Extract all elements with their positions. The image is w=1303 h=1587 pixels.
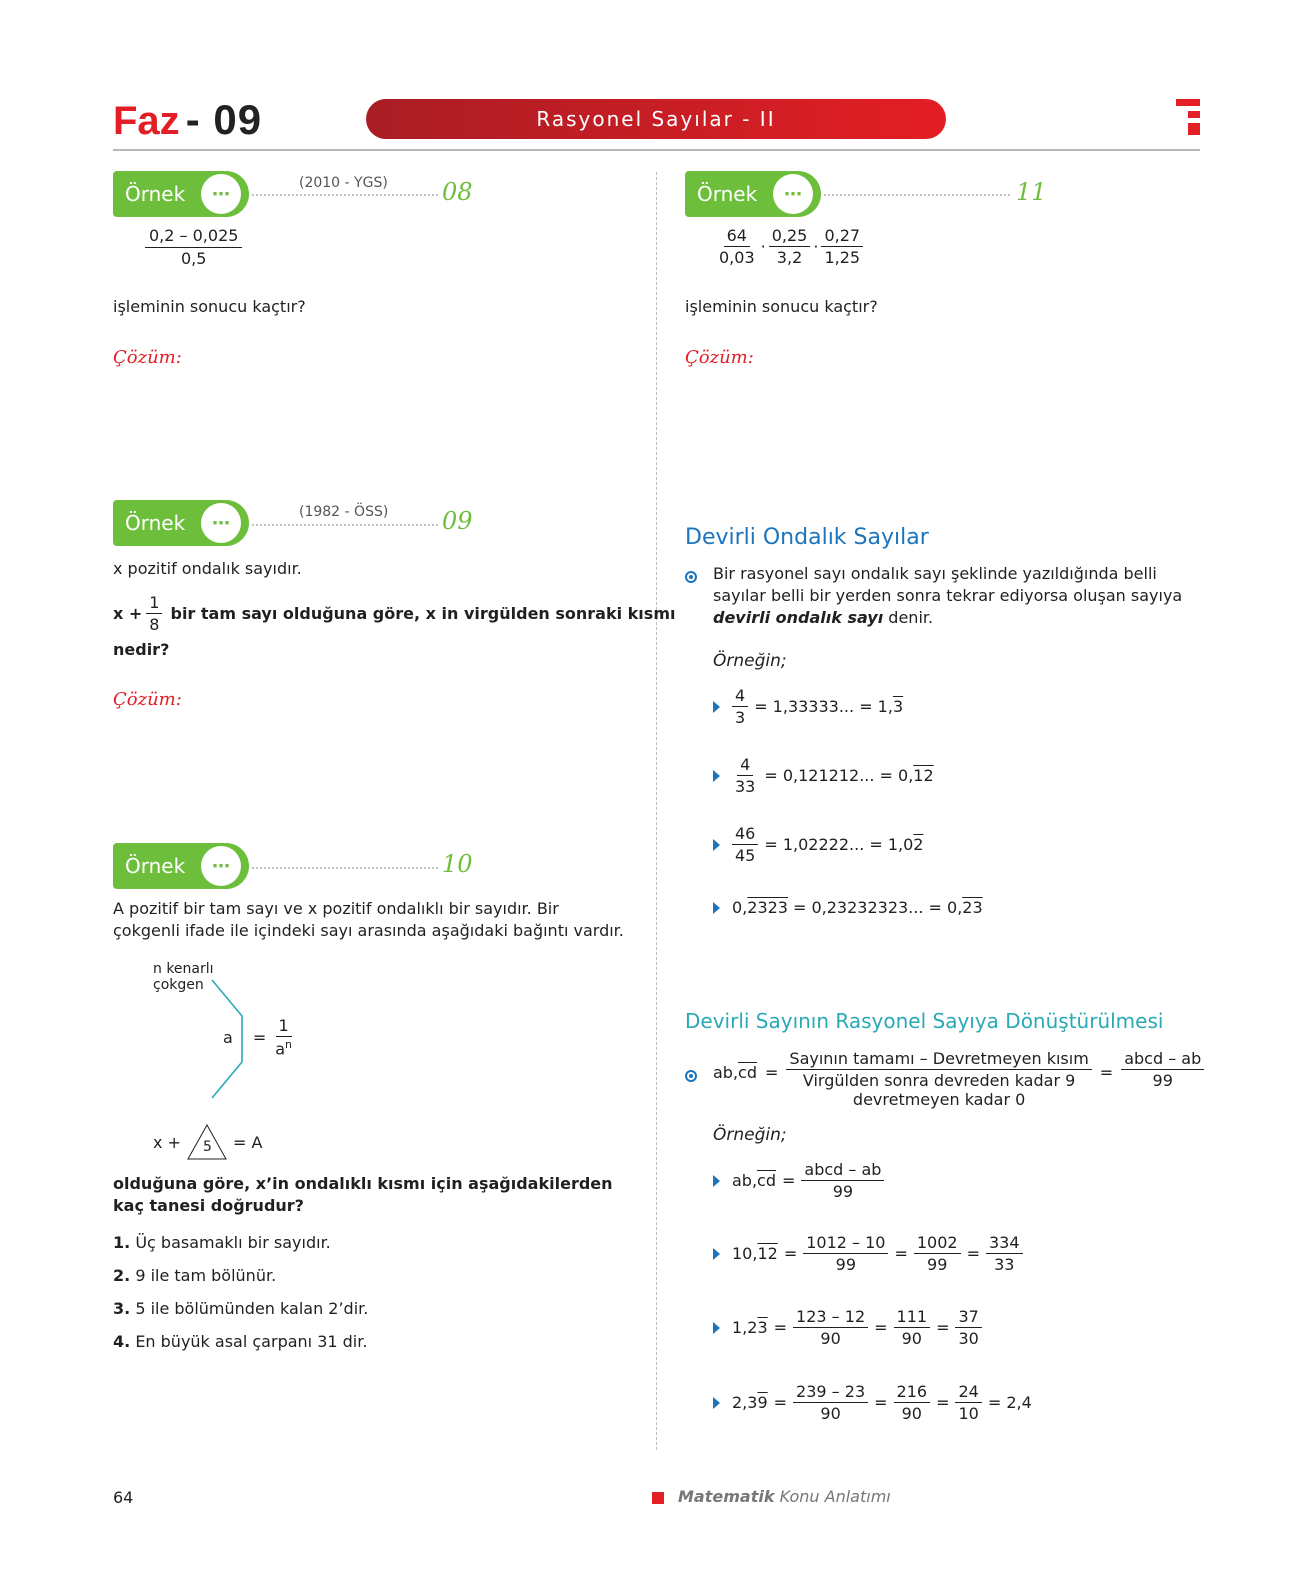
numerator: Sayının tamamı – Devretmeyen kısım xyxy=(786,1049,1091,1070)
numerator: 4 xyxy=(737,755,753,776)
denominator: 10 xyxy=(958,1404,979,1424)
example-label: Örnek xyxy=(125,511,186,535)
question-text: A pozitif bir tam sayı ve x pozitif ondalıklı bir sayıdır. Bir çokgenli ifade ile içindeki sayı arasında aşağıdaki bağıntı vardır. xyxy=(113,899,624,940)
repeating-digits: 3 xyxy=(757,1318,768,1338)
question-source: (2010 - YGS) xyxy=(299,175,388,191)
item-text: 5 ile bölümünden kalan 2’dir. xyxy=(135,1299,369,1318)
denominator-line: devretmeyen kadar 0 xyxy=(852,1090,1026,1110)
triangle-equation xyxy=(153,1124,262,1160)
list-item xyxy=(113,1233,368,1266)
equals-sign: = xyxy=(874,1318,888,1338)
denominator: 3 xyxy=(735,708,746,728)
base: a xyxy=(275,1039,286,1059)
list-item xyxy=(113,1332,368,1365)
column-divider xyxy=(656,172,657,1450)
repeating-digits: 12 xyxy=(913,766,934,786)
brand-mark-icon xyxy=(1176,99,1200,137)
footer-brand-bold: Matematik xyxy=(678,1487,775,1506)
definition-term: devirli ondalık sayı xyxy=(713,608,884,627)
numerator: 64 xyxy=(724,226,750,247)
fraction xyxy=(894,1307,931,1348)
denominator xyxy=(800,1070,1078,1109)
polygon-var: a xyxy=(223,1027,233,1047)
equals-sign: = xyxy=(783,1244,798,1264)
eq-suffix: = A xyxy=(232,1132,263,1152)
question-text: işleminin sonucu kaçtır? xyxy=(113,297,306,316)
equals-sign: = xyxy=(894,1244,908,1264)
denominator: 45 xyxy=(735,846,756,866)
example-badge-10 xyxy=(113,843,249,889)
fraction xyxy=(801,1160,884,1201)
numerator: abcd – ab xyxy=(1121,1049,1204,1070)
formula-lhs xyxy=(713,1049,757,1082)
repeating-digits: 3 xyxy=(892,697,904,717)
denominator: 1,25 xyxy=(824,248,861,268)
numerator: 46 xyxy=(732,824,758,845)
numerator: 0,2 – 0,025 xyxy=(145,226,242,248)
triangle-icon xyxy=(187,1124,227,1160)
repeating-digits: 23 xyxy=(962,898,983,917)
polygon-label xyxy=(153,961,214,993)
example-value: = 0,121212... = 0, xyxy=(764,766,914,786)
numerator: 1002 xyxy=(914,1233,961,1254)
question-source: (1982 - ÖSS) xyxy=(299,504,389,520)
repeating-digits: 2 xyxy=(913,835,924,855)
equals-sign: = xyxy=(1099,1063,1114,1082)
triangle-bullet-icon xyxy=(713,1248,720,1260)
example-row xyxy=(713,898,983,917)
question-text: olduğuna göre, x’in ondalıklı kısmı için aşağıdakilerden kaç tanesi doğrudur? xyxy=(113,1174,613,1215)
equals-sign: = xyxy=(773,1393,788,1413)
example-row xyxy=(713,824,923,865)
repeating-digits: 9 xyxy=(757,1393,768,1413)
numerator: 1 xyxy=(276,1016,292,1037)
example-row xyxy=(713,1160,884,1201)
example-lhs: 10, xyxy=(732,1244,758,1264)
target-bullet-icon xyxy=(685,1049,713,1086)
question-text: işleminin sonucu kaçtır? xyxy=(685,297,878,316)
numerator: 0,25 xyxy=(769,226,811,247)
question-number: 11 xyxy=(1016,178,1047,206)
item-text: Üç basamaklı bir sayıdır. xyxy=(135,1233,331,1252)
logo-word: Faz xyxy=(113,99,180,143)
example-lhs: ab, xyxy=(732,1171,758,1191)
definition xyxy=(685,563,1200,629)
page-number: 64 xyxy=(113,1488,134,1507)
fraction xyxy=(732,755,758,796)
definition-end: denir. xyxy=(888,608,934,627)
chapter-title: Rasyonel Sayılar - II xyxy=(366,99,946,139)
logo-number: - 09 xyxy=(185,96,263,143)
question-text: x pozitif ondalık sayıdır. xyxy=(113,559,302,578)
denominator: 90 xyxy=(901,1404,922,1424)
example-label: Örnek xyxy=(125,182,186,206)
denominator-line: Virgülden sonra devreden kadar 9 xyxy=(802,1071,1076,1091)
polygon-relation xyxy=(223,1016,295,1059)
denominator xyxy=(272,1037,295,1059)
fraction xyxy=(955,1307,981,1348)
item-number: 1. xyxy=(113,1233,131,1252)
item-text: En büyük asal çarpanı 31 dir. xyxy=(135,1332,368,1351)
fraction xyxy=(732,824,758,865)
denominator: 8 xyxy=(149,615,160,635)
example-row xyxy=(713,755,934,796)
numerator: 334 xyxy=(986,1233,1023,1254)
example-row xyxy=(713,1233,1023,1274)
denominator: 30 xyxy=(958,1329,979,1349)
denominator: 99 xyxy=(1152,1071,1173,1091)
product-expression xyxy=(716,226,863,267)
example-label: Örneğin; xyxy=(713,1125,787,1145)
repeating-digits: 2323 xyxy=(747,898,788,917)
numerator: 4 xyxy=(732,686,748,707)
question-text: bir tam sayı olduğuna göre, x in virgülden sonraki kısmı xyxy=(170,604,676,624)
fraction xyxy=(272,1016,295,1059)
equals-sign: = xyxy=(765,1063,779,1082)
statement-list xyxy=(113,1233,368,1365)
fraction xyxy=(732,686,748,727)
question-number: 10 xyxy=(442,850,473,878)
equals-sign: = xyxy=(773,1318,788,1338)
section-heading: Devirli Ondalık Sayılar xyxy=(685,525,929,550)
triangle-bullet-icon xyxy=(713,902,720,914)
denominator: 0,5 xyxy=(180,249,207,269)
equals-sign: = xyxy=(252,1027,267,1047)
definition-body: Bir rasyonel sayı ondalık sayı şeklinde yazıldığında belli sayılar belli bir yerden sonra tekrar ediyorsa oluşan sayıya xyxy=(713,564,1183,605)
footer-square-icon xyxy=(652,1492,664,1504)
definition-text xyxy=(713,563,1200,629)
item-number: 3. xyxy=(113,1299,131,1318)
speech-bubble-icon: ⋯ xyxy=(201,846,241,886)
dotted-leader xyxy=(824,194,1010,196)
logo xyxy=(113,96,262,144)
fraction xyxy=(793,1382,868,1423)
numerator: 37 xyxy=(955,1307,981,1328)
denominator: 33 xyxy=(994,1255,1015,1275)
dotted-leader xyxy=(252,524,438,526)
fraction xyxy=(803,1233,888,1274)
fraction xyxy=(1121,1049,1204,1090)
denominator: 33 xyxy=(735,777,756,797)
fraction xyxy=(914,1233,961,1274)
list-item xyxy=(113,1266,368,1299)
header-rule xyxy=(113,149,1200,151)
example-value: = 1,02222... = 1,0 xyxy=(764,835,914,855)
example-badge-11 xyxy=(685,171,821,217)
numerator: 123 – 12 xyxy=(793,1307,868,1328)
example-label: Örneğin; xyxy=(713,651,787,671)
question-expression xyxy=(113,593,675,634)
footer-brand-rest: Konu Anlatımı xyxy=(779,1487,891,1506)
equals-sign: = xyxy=(874,1393,888,1413)
triangle-bullet-icon xyxy=(713,839,720,851)
question-number: 09 xyxy=(442,507,473,535)
equals-sign: = xyxy=(936,1393,950,1413)
fraction xyxy=(793,1307,868,1348)
exponent: n xyxy=(285,1038,293,1052)
target-bullet-icon xyxy=(685,563,713,629)
fraction xyxy=(769,226,811,267)
dotted-leader xyxy=(252,194,438,196)
repeating-digits: 12 xyxy=(757,1244,778,1264)
fraction xyxy=(894,1382,931,1423)
denominator: 99 xyxy=(832,1182,854,1202)
eq-prefix: x + xyxy=(153,1132,181,1152)
numerator: 0,27 xyxy=(821,226,863,247)
numerator: 1012 – 10 xyxy=(803,1233,888,1254)
fraction xyxy=(821,226,863,267)
numerator: 24 xyxy=(955,1382,981,1403)
question-text: nedir? xyxy=(113,640,170,659)
example-row xyxy=(713,1382,1032,1423)
fraction xyxy=(146,593,162,634)
repeating-digits: $\overline{cd}$ xyxy=(738,1063,757,1082)
denominator: 90 xyxy=(901,1329,922,1349)
triangle-bullet-icon xyxy=(713,1397,720,1409)
example-label: Örnek xyxy=(697,182,758,206)
numerator: abcd – ab xyxy=(801,1160,884,1181)
dot-operator: · xyxy=(813,237,819,257)
triangle-bullet-icon xyxy=(713,701,720,713)
solution-label: Çözüm: xyxy=(113,347,182,368)
example-value: 0, xyxy=(732,898,748,917)
denominator: 99 xyxy=(927,1255,948,1275)
denominator: 99 xyxy=(835,1255,857,1275)
example-label: Örnek xyxy=(125,854,186,878)
example-lhs: 1,2 xyxy=(732,1318,758,1338)
expr-prefix: x + xyxy=(113,604,143,624)
item-number: 4. xyxy=(113,1332,131,1351)
dot-operator: · xyxy=(760,237,766,257)
footer-brand xyxy=(678,1487,891,1506)
item-text: 9 ile tam bölünür. xyxy=(135,1266,277,1285)
fraction xyxy=(955,1382,981,1423)
fraction xyxy=(786,1049,1091,1110)
equals-sign: = xyxy=(966,1244,980,1264)
example-lhs: 2,3 xyxy=(732,1393,758,1413)
speech-bubble-icon: ⋯ xyxy=(201,503,241,543)
example-row xyxy=(713,1307,982,1348)
triangle-bullet-icon xyxy=(713,770,720,782)
solution-label: Çözüm: xyxy=(113,689,182,710)
item-number: 2. xyxy=(113,1266,131,1285)
triangle-bullet-icon xyxy=(713,1322,720,1334)
fraction xyxy=(716,226,758,267)
lhs-text: ab, xyxy=(713,1063,739,1082)
triangle-value: 5 xyxy=(202,1139,212,1155)
list-item xyxy=(113,1299,368,1332)
example-value: = 0,23232323... = 0, xyxy=(792,898,963,917)
example-value: = 1,33333... = 1, xyxy=(754,697,893,717)
numerator: 1 xyxy=(146,593,162,614)
numerator: 111 xyxy=(894,1307,931,1328)
example-badge-09 xyxy=(113,500,249,546)
fraction xyxy=(145,226,242,268)
repeating-digits: $\overline{cd}$ xyxy=(757,1171,776,1191)
polygon-label-line: çokgen xyxy=(153,977,204,993)
denominator: 3,2 xyxy=(776,248,803,268)
question-number: 08 xyxy=(442,178,473,206)
numerator: 216 xyxy=(894,1382,931,1403)
dotted-leader xyxy=(252,867,438,869)
fraction xyxy=(986,1233,1023,1274)
denominator: 0,03 xyxy=(719,248,755,268)
result: = 2,4 xyxy=(987,1393,1032,1413)
equals-sign: = xyxy=(782,1171,796,1191)
denominator: 90 xyxy=(820,1329,841,1349)
numerator: 239 – 23 xyxy=(793,1382,868,1403)
speech-bubble-icon: ⋯ xyxy=(201,174,241,214)
equals-sign: = xyxy=(936,1318,950,1338)
speech-bubble-icon: ⋯ xyxy=(773,174,813,214)
solution-label: Çözüm: xyxy=(685,347,754,368)
triangle-bullet-icon xyxy=(713,1175,720,1187)
polygon-label-line: n kenarlı xyxy=(153,961,214,977)
denominator: 90 xyxy=(820,1404,841,1424)
example-row xyxy=(713,686,903,727)
conversion-formula xyxy=(685,1049,1204,1110)
section-heading: Devirli Sayının Rasyonel Sayıya Dönüştürülmesi xyxy=(685,1009,1164,1033)
example-badge-08 xyxy=(113,171,249,217)
